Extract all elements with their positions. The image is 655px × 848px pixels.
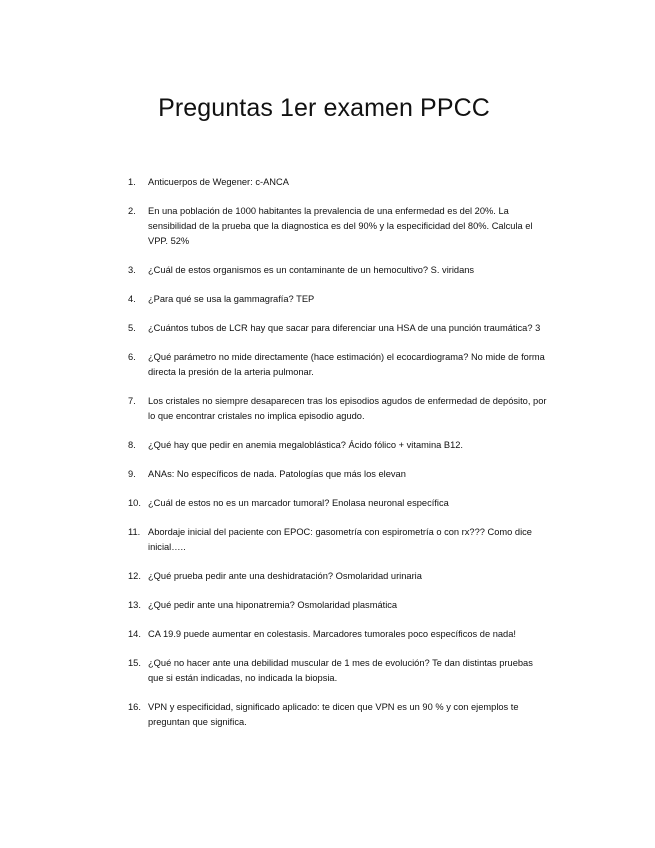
question-text: En una población de 1000 habitantes la prevalencia de una enfermedad es del 20%. La sensibilidad de la prueba que la diagnostica es del 90% y la especificidad del 80%. Calcula el VPP. 52% — [148, 206, 533, 246]
question-item — [128, 467, 548, 482]
question-number: 2. — [128, 206, 136, 216]
question-item — [128, 321, 548, 336]
question-number: 10. — [128, 498, 141, 508]
question-number: 13. — [128, 600, 141, 610]
question-number: 16. — [128, 702, 141, 712]
question-text: ANAs: No específicos de nada. Patologías que más los elevan — [148, 469, 406, 479]
question-text: ¿Qué prueba pedir ante una deshidratación? Osmolaridad urinaria — [148, 571, 422, 581]
question-text: ¿Qué parámetro no mide directamente (hace estimación) el ecocardiograma? No mide de forma directa la presión de la arteria pulmonar. — [148, 352, 545, 377]
question-item — [128, 627, 548, 642]
question-item — [128, 569, 548, 584]
question-number: 8. — [128, 440, 136, 450]
question-number: 12. — [128, 571, 141, 581]
question-item — [128, 656, 548, 686]
question-number: 4. — [128, 294, 136, 304]
question-text: Los cristales no siempre desaparecen tras los episodios agudos de enfermedad de depósito, por lo que encontrar cristales no implica episodio agudo. — [148, 396, 547, 421]
question-number: 9. — [128, 469, 136, 479]
question-item — [128, 394, 548, 424]
question-text: ¿Qué hay que pedir en anemia megaloblástica? Ácido fólico + vitamina B12. — [148, 440, 463, 450]
question-number: 1. — [128, 177, 136, 187]
question-list — [128, 175, 548, 744]
question-item — [128, 175, 548, 190]
question-number: 11. — [128, 527, 141, 537]
question-text: Abordaje inicial del paciente con EPOC: gasometría con espirometría o con rx??? Como dice inicial….. — [148, 527, 532, 552]
question-text: VPN y especificidad, significado aplicado: te dicen que VPN es un 90 % y con ejemplos te preguntan que significa. — [148, 702, 519, 727]
question-number: 5. — [128, 323, 136, 333]
question-item — [128, 438, 548, 453]
question-item — [128, 263, 548, 278]
question-text: ¿Qué no hacer ante una debilidad muscular de 1 mes de evolución? Te dan distintas pruebas que si están indicadas, no indicada la biopsia. — [148, 658, 533, 683]
question-text: ¿Cuántos tubos de LCR hay que sacar para diferenciar una HSA de una punción traumática? 3 — [148, 323, 541, 333]
question-item — [128, 598, 548, 613]
document-title: Preguntas 1er examen PPCC — [158, 94, 490, 122]
question-item — [128, 292, 548, 307]
question-number: 7. — [128, 396, 136, 406]
question-text: ¿Cuál de estos organismos es un contaminante de un hemocultivo? S. viridans — [148, 265, 475, 275]
question-number: 15. — [128, 658, 141, 668]
question-number: 14. — [128, 629, 141, 639]
question-number: 3. — [128, 265, 136, 275]
question-item — [128, 700, 548, 730]
question-text: CA 19.9 puede aumentar en colestasis. Marcadores tumorales poco específicos de nada! — [148, 629, 516, 639]
question-text: ¿Qué pedir ante una hiponatremia? Osmolaridad plasmática — [148, 600, 398, 610]
question-item — [128, 496, 548, 511]
question-item — [128, 525, 548, 555]
question-text: ¿Cuál de estos no es un marcador tumoral? Enolasa neuronal específica — [148, 498, 449, 508]
question-item — [128, 350, 548, 380]
question-text: ¿Para qué se usa la gammagrafía? TEP — [148, 294, 315, 304]
question-text: Anticuerpos de Wegener: c-ANCA — [148, 177, 289, 187]
question-number: 6. — [128, 352, 136, 362]
question-item — [128, 204, 548, 249]
